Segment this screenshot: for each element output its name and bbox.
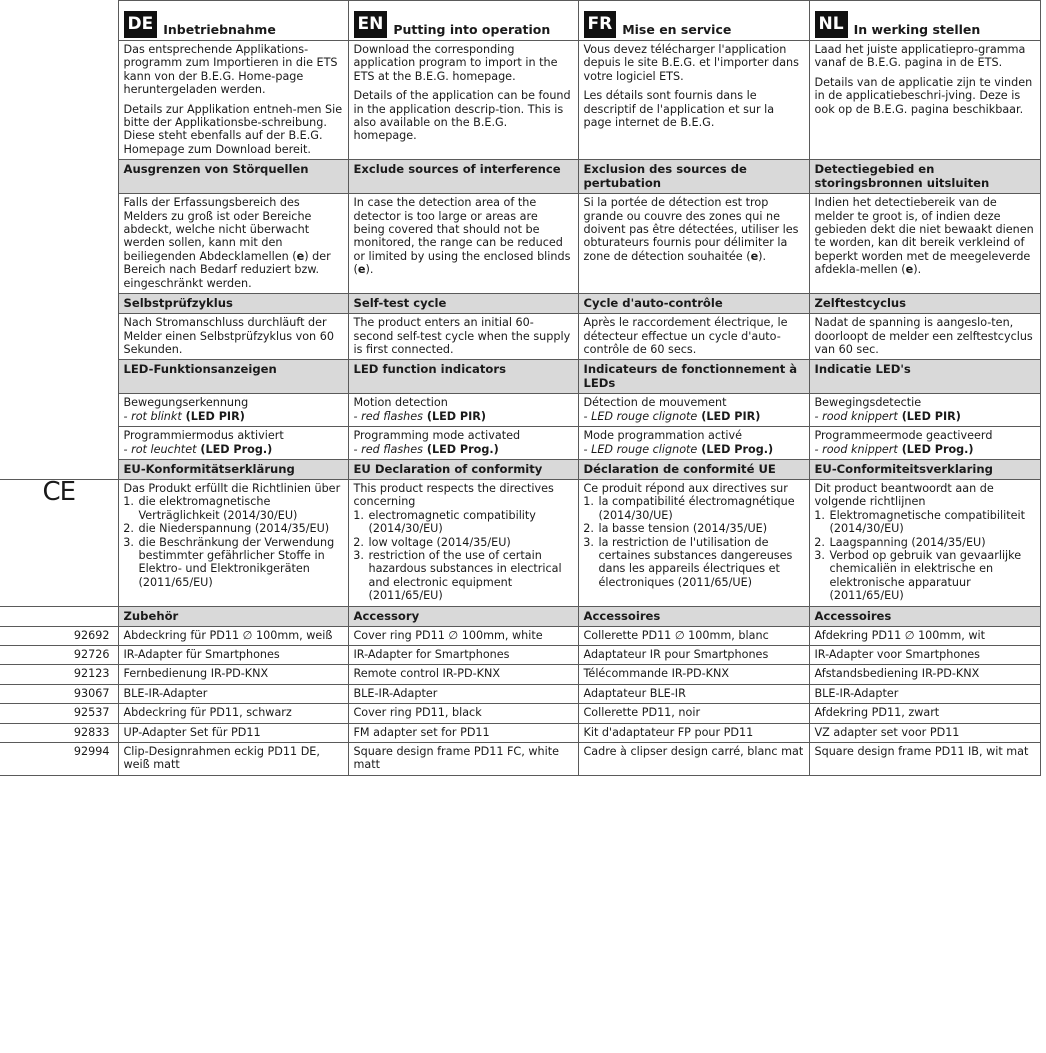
accessory-de: Fernbedienung IR-PD-KNX bbox=[118, 665, 348, 684]
article-number: 92726 bbox=[0, 646, 118, 665]
directive-item: 1. Elektromagnetische compatibiliteit (2014/30/EU) bbox=[829, 509, 1035, 536]
lang-badge-de: DE bbox=[124, 11, 158, 38]
directive-item: 2. la basse tension (2014/35/UE) bbox=[598, 522, 804, 535]
article-number: 93067 bbox=[0, 684, 118, 703]
accessory-nl: Square design frame PD11 IB, wit mat bbox=[809, 743, 1040, 776]
accessory-en: Cover ring PD11 ∅ 100mm, white bbox=[348, 626, 578, 645]
lang-header-fr bbox=[578, 1, 809, 41]
conformity-intro: Dit product beantwoordt aan de volgende richtlijnen bbox=[814, 481, 994, 509]
accessory-row bbox=[0, 646, 1040, 665]
led-name: (LED Prog.) bbox=[196, 442, 273, 456]
led-name: (LED PIR) bbox=[897, 409, 961, 423]
lang-title-nl: In werking stellen bbox=[853, 22, 981, 37]
spacer-cell bbox=[0, 1, 118, 41]
led-label: Détection de mouvement bbox=[583, 396, 727, 410]
interference-text-nl bbox=[809, 194, 1040, 294]
accessory-fr: Kit d'adaptateur FP pour PD11 bbox=[578, 723, 809, 742]
operation-para-2: Details of the application can be found in the application descrip-tion. This is also available on the B.E.G. homepage. bbox=[353, 89, 571, 143]
spacer-cell bbox=[0, 427, 118, 460]
conformity-text-nl bbox=[809, 479, 1040, 606]
accessory-en: BLE-IR-Adapter bbox=[348, 684, 578, 703]
section-heading: Déclaration de conformité UE bbox=[578, 459, 809, 479]
spacer-cell bbox=[0, 194, 118, 294]
operation-row bbox=[0, 41, 1040, 160]
led-label: Bewegungserkennung bbox=[123, 396, 249, 410]
accessory-row bbox=[0, 723, 1040, 742]
directive-item: 1. electromagnetic compatibility (2014/30/EU) bbox=[368, 509, 573, 536]
spacer-cell bbox=[0, 294, 118, 314]
led-state: - LED rouge clignote bbox=[583, 442, 698, 456]
led-label: Programmiermodus aktiviert bbox=[123, 429, 284, 443]
directive-list bbox=[815, 509, 1035, 603]
section-heading: EU Declaration of conformity bbox=[348, 459, 578, 479]
accessory-de: Abdeckring für PD11 ∅ 100mm, weiß bbox=[118, 626, 348, 645]
interference-heading-row bbox=[0, 160, 1040, 194]
section-heading: LED-Funktionsanzeigen bbox=[118, 360, 348, 394]
section-heading: EU-Conformiteitsverklaring bbox=[809, 459, 1040, 479]
section-heading: Detectiegebied en storingsbronnen uitsluiten bbox=[809, 160, 1040, 194]
interference-text-en bbox=[348, 194, 578, 294]
accessory-row bbox=[0, 704, 1040, 723]
operation-para-1: Laad het juiste applicatiepro-gramma vanaf de B.E.G. pagina in de ETS. bbox=[814, 43, 1026, 70]
text-part: ). bbox=[365, 263, 374, 277]
article-number: 92994 bbox=[0, 743, 118, 776]
accessory-fr: Cadre à clipser design carré, blanc mat bbox=[578, 743, 809, 776]
article-number: 92833 bbox=[0, 723, 118, 742]
selftest-text-de: Nach Stromanschluss durchläuft der Melder einen Selbstprüfzyklus von 60 Sekunden. bbox=[118, 314, 348, 360]
conformity-heading-row bbox=[0, 459, 1040, 479]
accessories-heading-row bbox=[0, 606, 1040, 626]
section-heading: Indicatie LED's bbox=[809, 360, 1040, 394]
text-part: ) der Bereich nach Bedarf reduziert bzw. eingeschränkt werden. bbox=[123, 249, 331, 290]
directive-item: 2. die Niederspannung (2014/35/EU) bbox=[138, 522, 343, 535]
spacer-cell bbox=[0, 606, 118, 626]
accessory-en: Square design frame PD11 FC, white matt bbox=[348, 743, 578, 776]
operation-para-1: Vous devez télécharger l'application depuis le site B.E.G. et l'importer dans votre logiciel ETS. bbox=[583, 43, 799, 83]
section-heading: Exclusion des sources de pertubation bbox=[578, 160, 809, 194]
spacer-cell bbox=[0, 314, 118, 360]
figure-ref: e bbox=[905, 263, 914, 277]
lang-title-en: Putting into operation bbox=[393, 22, 551, 37]
led-label: Mode programmation activé bbox=[583, 429, 743, 443]
accessory-fr: Télécommande IR-PD-KNX bbox=[578, 665, 809, 684]
led-motion-fr bbox=[578, 394, 809, 427]
section-heading: Selbstprüfzyklus bbox=[118, 294, 348, 314]
text-part: In case the detection area of the detector is too large or areas are being covered that should not be monitored, the range can be reduced or limited by using the enclosed blinds ( bbox=[353, 196, 571, 277]
operation-para-1: Download the corresponding application program to import in the ETS at the B.E.G. homepage. bbox=[353, 43, 558, 83]
accessory-nl: Afdekring PD11 ∅ 100mm, wit bbox=[809, 626, 1040, 645]
accessory-fr: Collerette PD11, noir bbox=[578, 704, 809, 723]
conformity-row bbox=[0, 479, 1040, 606]
section-heading: Indicateurs de fonctionnement à LEDs bbox=[578, 360, 809, 394]
directive-item: 2. Laagspanning (2014/35/EU) bbox=[829, 536, 1035, 549]
accessory-nl: IR-Adapter voor Smartphones bbox=[809, 646, 1040, 665]
accessory-en: IR-Adapter for Smartphones bbox=[348, 646, 578, 665]
led-name: (LED Prog.) bbox=[697, 442, 774, 456]
accessory-en: Cover ring PD11, black bbox=[348, 704, 578, 723]
lang-badge-fr: FR bbox=[584, 11, 617, 38]
operation-para-2: Details zur Applikation entneh-men Sie bitte der Applikationsbe-schreibung. Diese steht ebenfalls auf der B.E.G. Homepage zum Download bereit. bbox=[123, 102, 343, 156]
accessory-fr: Collerette PD11 ∅ 100mm, blanc bbox=[578, 626, 809, 645]
selftest-text-fr: Après le raccordement électrique, le détecteur effectue un cycle d'auto-contrôle de 60 secs. bbox=[578, 314, 809, 360]
figure-ref: e bbox=[750, 249, 759, 263]
article-number: 92692 bbox=[0, 626, 118, 645]
figure-ref: e bbox=[296, 249, 305, 263]
lang-title-de: Inbetriebnahme bbox=[163, 22, 276, 37]
language-header-row bbox=[0, 1, 1040, 41]
ce-cell bbox=[0, 479, 118, 606]
accessory-row bbox=[0, 684, 1040, 703]
lang-badge-nl: NL bbox=[815, 11, 848, 38]
led-state: - rood knippert bbox=[814, 442, 898, 456]
article-number: 92537 bbox=[0, 704, 118, 723]
article-number: 92123 bbox=[0, 665, 118, 684]
interference-row bbox=[0, 194, 1040, 294]
lang-title-fr: Mise en service bbox=[622, 22, 732, 37]
led-prog-nl bbox=[809, 427, 1040, 460]
lang-header-de bbox=[118, 1, 348, 41]
accessory-en: FM adapter set for PD11 bbox=[348, 723, 578, 742]
ce-mark-icon: CE bbox=[42, 479, 76, 507]
text-part: Si la portée de détection est trop grande ou couvre des zones qui ne doivent pas être détectées, utiliser les obturateurs fournis pour délimiter la zone de détection souhaitée ( bbox=[583, 196, 799, 263]
operation-text-de bbox=[118, 41, 348, 160]
section-heading: EU-Konformitätserklärung bbox=[118, 459, 348, 479]
led-state: - red flashes bbox=[353, 442, 423, 456]
selftest-row bbox=[0, 314, 1040, 360]
spacer-cell bbox=[0, 459, 118, 479]
conformity-intro: This product respects the directives concerning bbox=[353, 481, 554, 509]
led-state: - LED rouge clignote bbox=[583, 409, 698, 423]
led-name: (LED Prog.) bbox=[422, 442, 499, 456]
conformity-text-en bbox=[348, 479, 578, 606]
directive-list bbox=[584, 495, 804, 589]
section-heading: Exclude sources of interference bbox=[348, 160, 578, 194]
spacer-cell bbox=[0, 41, 118, 160]
spacer-cell bbox=[0, 394, 118, 427]
operation-text-fr bbox=[578, 41, 809, 160]
text-part: Indien het detectiebereik van de melder te groot is, of indien deze gebieden dekt die niet bewaakt dienen te worden, kan dit bereik verkleind of beperkt worden met de meegeleverde afdekla-mellen ( bbox=[814, 196, 1034, 277]
led-label: Programming mode activated bbox=[353, 429, 521, 443]
section-heading: Accessory bbox=[348, 606, 578, 626]
led-prog-row bbox=[0, 427, 1040, 460]
accessory-nl: Afdekring PD11, zwart bbox=[809, 704, 1040, 723]
conformity-intro: Ce produit répond aux directives sur bbox=[583, 481, 788, 495]
conformity-intro: Das Produkt erfüllt die Richtlinien über bbox=[123, 481, 341, 495]
led-state: - rood knippert bbox=[814, 409, 898, 423]
section-heading: Zubehör bbox=[118, 606, 348, 626]
operation-para-1: Das entsprechende Applikations-programm zum Importieren in die ETS kann von der B.E.G. Home-page heruntergeladen werden. bbox=[123, 43, 338, 97]
interference-text-fr bbox=[578, 194, 809, 294]
led-name: (LED Prog.) bbox=[897, 442, 974, 456]
accessory-de: Clip-Designrahmen eckig PD11 DE, weiß matt bbox=[118, 743, 348, 776]
directive-item: 3. Verbod op gebruik van gevaarlijke chemicaliën in elektrische en elektronische apparatuur (2011/65/EU) bbox=[829, 549, 1035, 603]
lang-header-nl bbox=[809, 1, 1040, 41]
accessory-de: Abdeckring für PD11, schwarz bbox=[118, 704, 348, 723]
conformity-text-fr bbox=[578, 479, 809, 606]
led-motion-nl bbox=[809, 394, 1040, 427]
operation-text-en bbox=[348, 41, 578, 160]
accessory-row bbox=[0, 743, 1040, 776]
led-name: (LED PIR) bbox=[697, 409, 761, 423]
figure-ref: e bbox=[357, 263, 366, 277]
lang-badge-en: EN bbox=[354, 11, 388, 38]
directive-item: 3. die Beschränkung der Verwendung bestimmter gefährlicher Stoffe in Elektro- und Elektronikgeräten (2011/65/EU) bbox=[138, 536, 343, 590]
led-label: Bewegingsdetectie bbox=[814, 396, 922, 410]
section-heading: Ausgrenzen von Störquellen bbox=[118, 160, 348, 194]
directive-item: 3. restriction of the use of certain hazardous substances in electrical and electronic equipment (2011/65/EU) bbox=[368, 549, 573, 603]
led-name: (LED PIR) bbox=[181, 409, 245, 423]
selftest-text-en: The product enters an initial 60-second self-test cycle when the supply is first connected. bbox=[348, 314, 578, 360]
conformity-text-de bbox=[118, 479, 348, 606]
operation-para-2: Les détails sont fournis dans le descriptif de l'application et sur la page internet de B.E.G. bbox=[583, 89, 775, 130]
accessory-de: IR-Adapter für Smartphones bbox=[118, 646, 348, 665]
directive-item: 3. la restriction de l'utilisation de certaines substances dangereuses dans les appareils électriques et électroniques (2011/65/UE) bbox=[598, 536, 804, 590]
accessory-nl: Afstandsbediening IR-PD-KNX bbox=[809, 665, 1040, 684]
selftest-text-nl: Nadat de spanning is aangeslo-ten, doorloopt de melder een zelftestcyclus van 60 sec. bbox=[809, 314, 1040, 360]
led-name: (LED PIR) bbox=[422, 409, 487, 423]
spacer-cell bbox=[0, 360, 118, 394]
section-heading: LED function indicators bbox=[348, 360, 578, 394]
led-state: - rot blinkt bbox=[123, 409, 182, 423]
directive-item: 1. die elektromagnetische Verträglichkeit (2014/30/EU) bbox=[138, 495, 343, 522]
selftest-heading-row bbox=[0, 294, 1040, 314]
accessory-fr: Adaptateur BLE-IR bbox=[578, 684, 809, 703]
section-heading: Self-test cycle bbox=[348, 294, 578, 314]
accessory-fr: Adaptateur IR pour Smartphones bbox=[578, 646, 809, 665]
section-heading: Accessoires bbox=[809, 606, 1040, 626]
directive-item: 1. la compatibilité électromagnétique (2014/30/UE) bbox=[598, 495, 804, 522]
text-part: ). bbox=[913, 263, 922, 277]
accessory-nl: VZ adapter set voor PD11 bbox=[809, 723, 1040, 742]
operation-para-2: Details van de applicatie zijn te vinden in de applicatiebeschri-jving. Deze is ook op de B.E.G. pagina beschikbaar. bbox=[814, 75, 1033, 116]
led-label: Motion detection bbox=[353, 396, 448, 410]
accessory-de: BLE-IR-Adapter bbox=[118, 684, 348, 703]
led-prog-fr bbox=[578, 427, 809, 460]
operation-text-nl bbox=[809, 41, 1040, 160]
accessory-en: Remote control IR-PD-KNX bbox=[348, 665, 578, 684]
accessory-de: UP-Adapter Set für PD11 bbox=[118, 723, 348, 742]
text-part: ). bbox=[758, 249, 767, 263]
directive-list bbox=[124, 495, 343, 589]
text-part: Falls der Erfassungsbereich des Melders zu groß ist oder Bereiche abdeckt, welche nicht überwacht werden sollen, kann mit den beiliegenden Abdecklamellen ( bbox=[123, 196, 312, 263]
section-heading: Accessoires bbox=[578, 606, 809, 626]
directive-list bbox=[354, 509, 573, 603]
lang-header-en bbox=[348, 1, 578, 41]
led-prog-en bbox=[348, 427, 578, 460]
interference-text-de bbox=[118, 194, 348, 294]
directive-item: 2. low voltage (2014/35/EU) bbox=[368, 536, 573, 549]
accessory-row bbox=[0, 626, 1040, 645]
section-heading: Zelftestcyclus bbox=[809, 294, 1040, 314]
led-state: - rot leuchtet bbox=[123, 442, 197, 456]
section-heading: Cycle d'auto-contrôle bbox=[578, 294, 809, 314]
led-state: - red flashes bbox=[353, 409, 423, 423]
accessory-row bbox=[0, 665, 1040, 684]
led-motion-en bbox=[348, 394, 578, 427]
led-label: Programmeermode geactiveerd bbox=[814, 429, 993, 443]
accessory-nl: BLE-IR-Adapter bbox=[809, 684, 1040, 703]
spacer-cell bbox=[0, 160, 118, 194]
led-prog-de bbox=[118, 427, 348, 460]
led-motion-de bbox=[118, 394, 348, 427]
led-heading-row bbox=[0, 360, 1040, 394]
led-motion-row bbox=[0, 394, 1040, 427]
